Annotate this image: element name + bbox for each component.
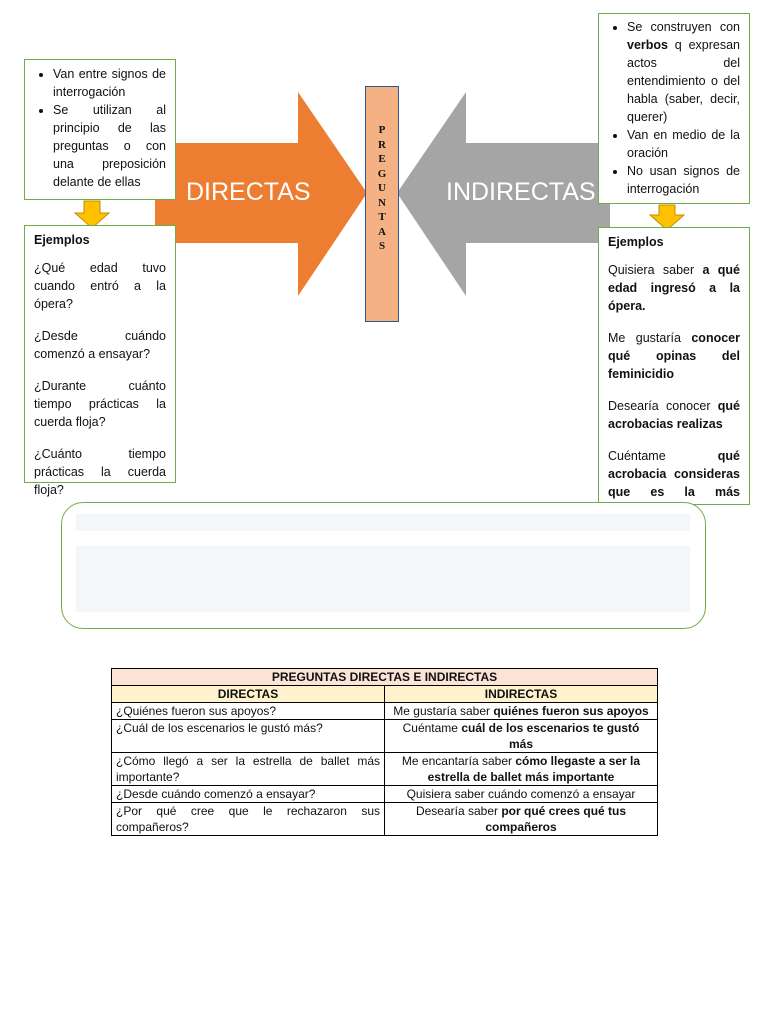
column-header: DIRECTAS (112, 686, 385, 703)
examples-heading: Ejemplos (34, 233, 90, 247)
indirect-cell (385, 753, 658, 786)
feature-item: • Se utilizan al principio de las preguntas o con una preposición delante de ellas (53, 101, 166, 191)
table-row (112, 753, 658, 786)
text-fragment: q expresan actos del entendimiento o del habla (saber, decir, querer) (627, 38, 740, 124)
text-fragment: Se construyen con (627, 20, 740, 34)
bold-fragment: cuál de los escenarios te gustó más (461, 721, 640, 751)
example-item: ¿Durante cuánto tiempo prácticas la cuerda floja? (34, 379, 166, 429)
feature-item: • No usan signos de interrogación (627, 162, 740, 198)
example-item (608, 397, 740, 433)
directas-examples-box (24, 225, 176, 497)
indirectas-examples-box (598, 227, 750, 505)
direct-cell: ¿Desde cuándo comenzó a ensayar? (112, 786, 385, 803)
text-fragment: Quisiera saber cuándo comenzó a ensayar (406, 787, 636, 801)
bold-fragment: quiénes fueron sus apoyos (493, 704, 649, 718)
bold-fragment: qué acrobacia consideras que es la más (608, 449, 740, 499)
feature-item (627, 18, 740, 126)
letter: A (378, 225, 386, 238)
direct-cell: ¿Quiénes fueron sus apoyos? (112, 703, 385, 720)
table-row (112, 720, 658, 753)
indirect-cell (385, 720, 658, 753)
text-fragment: Cuéntame (608, 449, 718, 463)
bold-fragment: a qué edad ingresó a la ópera. (608, 263, 740, 313)
example-item (608, 329, 740, 383)
bold-fragment: por qué crees qué tus compañeros (485, 804, 627, 834)
indirect-cell (385, 786, 658, 803)
letter: R (378, 138, 386, 151)
letter: U (378, 182, 386, 194)
example-item: ¿Desde cuándo comenzó a ensayar? (34, 329, 166, 361)
faint-strip (76, 546, 690, 612)
preguntas-bar (365, 86, 399, 322)
indirect-cell (385, 703, 658, 720)
text-fragment: Quisiera saber (608, 263, 703, 277)
feature-item: • Van entre signos de interrogación (53, 65, 166, 101)
feature-item: • Van en medio de la oración (627, 126, 740, 162)
examples-heading: Ejemplos (608, 235, 664, 249)
empty-rounded-box (61, 502, 706, 629)
direct-cell: ¿Por qué cree que le rechazaron sus compañeros? (112, 803, 385, 836)
text-fragment: Desearía saber (415, 804, 502, 818)
indirectas-label: INDIRECTAS (446, 178, 596, 206)
table-title-row (112, 669, 658, 686)
bold-fragment: cómo llegaste a ser la estrella de ballet más importante (427, 754, 641, 784)
indirectas-features-box (598, 13, 750, 204)
example-item (608, 261, 740, 315)
column-header: INDIRECTAS (385, 686, 658, 703)
text-fragment: Cuéntame (402, 721, 462, 735)
bold-fragment: conocer qué opinas del feminicidio (608, 331, 740, 381)
indirect-cell (385, 803, 658, 836)
table-row (112, 703, 658, 720)
letter: S (378, 240, 386, 252)
bold-fragment: qué acrobacias realizas (608, 399, 740, 431)
text-fragment: Me gustaría saber (393, 704, 494, 718)
table-title: PREGUNTAS DIRECTAS E INDIRECTAS (112, 669, 658, 686)
example-item: ¿Qué edad tuvo cuando entró a la ópera? (34, 261, 166, 311)
letter: T (378, 211, 386, 223)
comparison-table (111, 668, 658, 836)
letter: G (377, 167, 387, 180)
bold-fragment: verbos (627, 38, 668, 52)
direct-cell: ¿Cómo llegó a ser la estrella de ballet más importante? (112, 753, 385, 786)
letter: P (378, 124, 386, 136)
down-arrow-left (75, 201, 109, 228)
table-row (112, 786, 658, 803)
directas-features-box (24, 59, 176, 200)
faint-strip (76, 514, 690, 531)
table-row (112, 803, 658, 836)
example-item: ¿Cuánto tiempo prácticas la cuerda floja? (34, 447, 166, 497)
letter: N (378, 196, 386, 209)
table-header-row (112, 686, 658, 703)
direct-cell: ¿Cuál de los escenarios le gustó más? (112, 720, 385, 753)
text-fragment: Me gustaría (608, 331, 692, 345)
directas-label: DIRECTAS (186, 178, 311, 206)
text-fragment: Desearía conocer (608, 399, 718, 413)
text-fragment: Me encantaría saber (401, 754, 516, 768)
letter: E (378, 153, 386, 165)
